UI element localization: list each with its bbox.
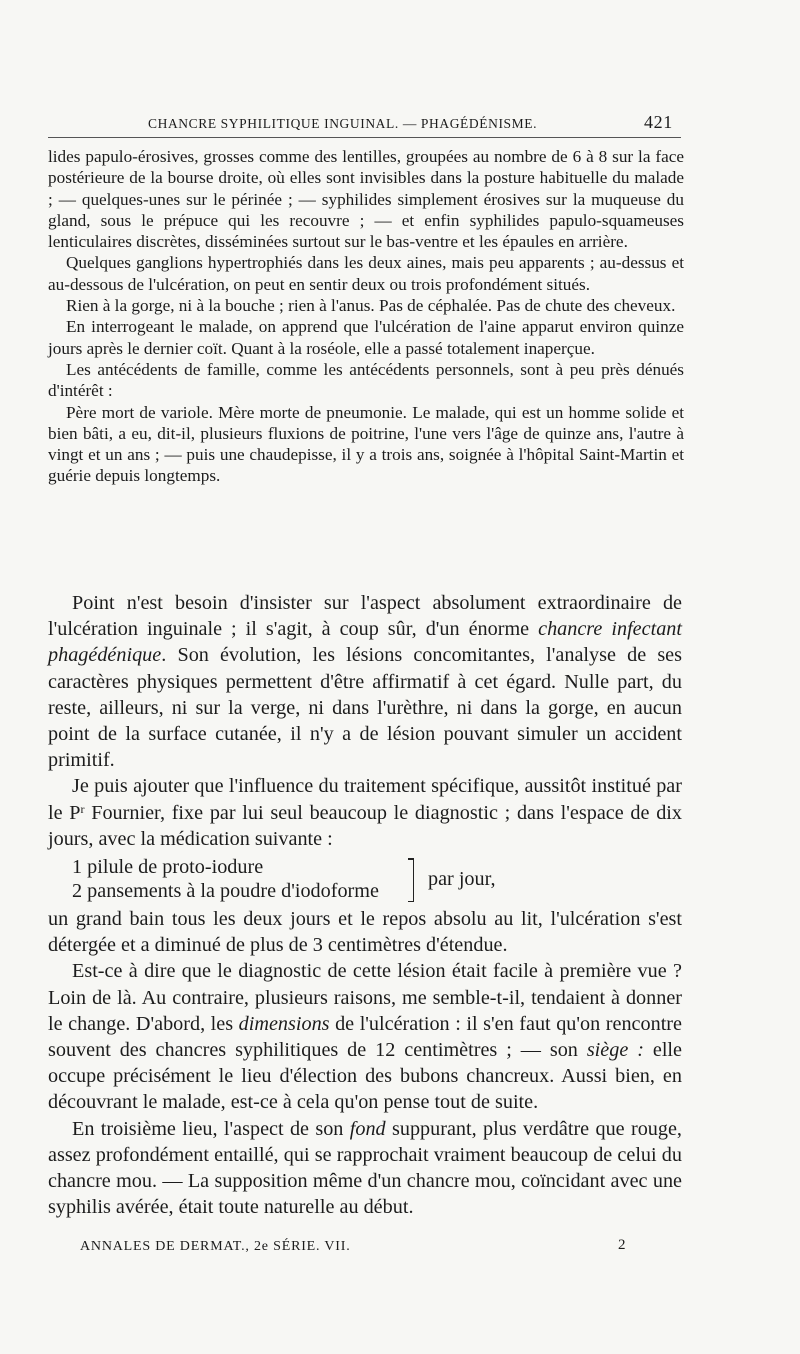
commentary-block bbox=[48, 590, 682, 1220]
journal-signature: ANNALES DE DERMAT., 2e SÉRIE. VII. bbox=[80, 1239, 351, 1254]
emphasis: dimensions bbox=[238, 1012, 330, 1035]
prescription bbox=[48, 852, 682, 906]
emphasis: fond bbox=[349, 1117, 386, 1140]
prescription-line: 1 pilule de proto-iodure bbox=[72, 856, 264, 879]
commentary-paragraph: Je puis ajouter que l'influence du traitement spécifique, aussitôt institué par le $P^r$ Fournier, fixe par lui seul beaucoup le diagnostic ; dans l'espace de dix jours, avec la médication suivante : bbox=[48, 775, 682, 850]
printer-signature-mark: 2 bbox=[618, 1237, 627, 1253]
emphasis: chancre infectant phagédénique bbox=[48, 618, 682, 667]
observation-paragraph: Père mort de variole. Mère morte de pneumonie. Le malade, qui est un homme solide et bien bâti, a eu, dit-il, plusieurs fluxions de poitrine, l'une vers l'âge de quinze ans, l'autre à vingt et un ans ; — puis une chaudepisse, il y a trois ans, soignée à l'hôpital Saint-Martin et guérie depuis longtemps. bbox=[48, 402, 684, 486]
prescription-frequency: par jour, bbox=[428, 868, 496, 891]
commentary-paragraph: En troisième lieu, l'aspect de son fond suppurant, plus verdâtre que rouge, assez profondément entaillé, qui se rapprochait vraiment beaucoup de celui du chancre mou. — La supposition même d'un chancre mou, coïncidant avec une syphilis avérée, était toute naturelle au début. bbox=[48, 1117, 682, 1219]
page-header bbox=[0, 112, 800, 136]
header-rule bbox=[48, 137, 681, 138]
brace bbox=[413, 858, 421, 902]
observation-paragraph: En interrogeant le malade, on apprend que l'ulcération de l'aine apparut environ quinze jours après le dernier coït. Quant à la roséole, elle a passé totalement inaperçue. bbox=[48, 317, 684, 358]
case-observation-block bbox=[48, 146, 684, 487]
prescription-line: 2 pansements à la poudre d'iodoforme bbox=[72, 880, 379, 903]
commentary-paragraph: un grand bain tous les deux jours et le repos absolu au lit, l'ulcération s'est détergée et a diminué de plus de 3 centimètres d'étendue. bbox=[48, 908, 682, 957]
observation-paragraph: lides papulo-érosives, grosses comme des lentilles, groupées au nombre de 6 à 8 sur la face postérieure de la bourse droite, où elles sont invisibles dans la posture habituelle du malade ; — quelques-unes sur le périnée ; — syphilides simplement érosives sur la muqueuse du gland, sous le prépuce qui les recouvre ; — et enfin syphilides papulo-squameuses lenticulaires discrètes, disséminées surtout sur le bas-ventre et les épaules en arrière. bbox=[48, 147, 684, 252]
observation-paragraph: Les antécédents de famille, comme les antécédents personnels, sont à peu près dénués d'intérêt : bbox=[48, 359, 684, 401]
commentary-paragraph: Est-ce à dire que le diagnostic de cette lésion était facile à première vue ? Loin de là. Au contraire, plusieurs raisons, me semble-t-il, tendaient à donner le change. D'abord, les dimensions de l'ulcération : il s'en faut qu'on rencontre souvent des chancres syphilitiques de 12 centimètres ; — son siège : elle occupe précisément le lieu d'élection des bubons chancreux. Aussi bien, en découvrant le malade, est-ce à cela qu'on pense tout de suite. bbox=[48, 960, 682, 1114]
running-title: CHANCRE SYPHILITIQUE INGUINAL. — PHAGÉDÉNISME. bbox=[148, 116, 538, 131]
emphasis: siège : bbox=[586, 1039, 644, 1062]
observation-paragraph: Rien à la gorge, ni à la bouche ; rien à l'anus. Pas de céphalée. Pas de chute des cheveux. bbox=[66, 296, 676, 316]
page-footer bbox=[0, 1237, 800, 1261]
commentary-paragraph: Point n'est besoin d'insister sur l'aspect absolument extraordinaire de l'ulcération inguinale ; il s'agit, à coup sûr, d'un énorme chancre infectant phagédénique. Son évolution, les lésions concomitantes, l'analyse de ses caractères physiques permettent d'être affirmatif à cet égard. Nulle part, du reste, ailleurs, ni sur la verge, ni dans l'urèthre, ni dans la gorge, en aucun point de la surface cutanée, il n'y a de lésion pouvant simuler un accident primitif. bbox=[48, 592, 682, 772]
observation-paragraph: Quelques ganglions hypertrophiés dans les deux aines, mais peu apparents ; au-dessus et au-dessous de l'ulcération, on peut en sentir deux ou trois profondément situés. bbox=[48, 253, 684, 294]
page-number: 421 bbox=[644, 112, 673, 132]
